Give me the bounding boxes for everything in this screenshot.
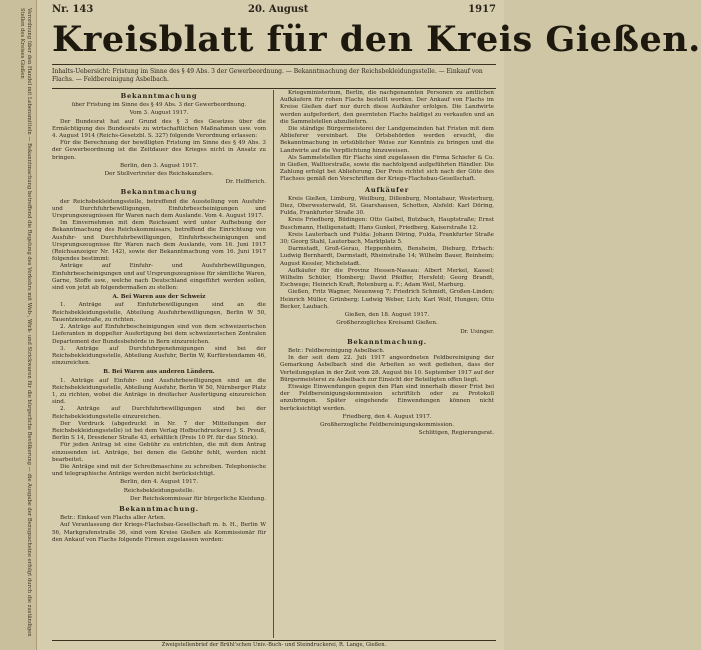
text-block: Schlittgen, Regierungsrat. [418,430,494,437]
issue-line [52,4,496,18]
text-block: Betr.: Einkauf von Flachs aller Arten. [60,515,166,522]
toc-rule [52,88,496,89]
text-block: Großherzogliches Kreisamt Gießen. [336,320,438,327]
section-heading: Bekanntmachung. [119,504,199,513]
text-block: Dr. Usinger. [460,328,494,335]
text-block: 2. Anträge auf Durchfuhrbewilligungen sind bei der Reichsbekleidungsstelle einzureichen. [52,406,266,420]
subheading: B. Bei Waren aus anderen Ländern. [103,369,215,376]
text-block: Etwaige Einwendungen gegen den Plan sind innerhalb dieser Frist bei der Feldbereinigungskommission schriftlich oder zu Protokoll anzubringen. Später eingehende Einwendungen können nicht berücksichtigt werden. [280,383,494,412]
text-block: Der Stellvertreter des Reichskanzlers. [104,171,214,178]
text-block: Auf Veranlassung der Kriegs-Flachsbau-Gesellschaft m. b. H., Berlin W 56, Markgrafenstraße 36, sind vom Kreise Gießen als Kommissionär für den Ankauf von Flachs folgende Firmen zugelassen worden: [52,522,266,543]
table-of-contents: Inhalts-Uebersicht: Fristung im Sinne des § 49 Abs. 3 der Gewerbeordnung. — Bekanntmachung der Reichsbekleidungsstelle. — Einkauf von Flachs. — Feldbereinigung Asbelbach. [52,68,483,83]
section-heading: Bekanntmachung. [347,337,427,346]
text-block: 1. Anträge auf Einfuhr- und Ausfuhrbewilligungen sind an die Reichsbekleidungsstelle, Abteilung Ausfuhr, Berlin W 50, Nürnberger Platz 1, zu richten, wobei die Anträge in dreifacher Ausfertigung einzureichen sind. [52,377,266,406]
text-block: Für die Berechnung der bewilligten Fristung im Sinne des § 49 Abs. 3 der Gewerbeordnung ist die Zeitdauer des Krieges nicht in Ansatz zu bringen. [52,140,266,161]
text-block: Berlin, den 4. August 1917. [120,479,198,486]
subheading: A. Bei Waren aus der Schweiz [112,294,206,301]
text-block: Betr.: Feldbereinigung Asbelbach. [288,347,385,354]
text-block: Der Vordruck (abgedruckt in Nr. 7 der Mitteilungen der Reichsbekleidungsstelle) ist bei dem Verlag Hofbuchdruckerei J. S. Preuß, Berlin S 14, Dresdener Straße 43, erhältlich (Preis 10 Pf. für das Stück). [52,420,266,442]
text-block: Die Anträge sind mit der Schreibmaschine zu schreiben. Telephonische und telegraphische Anträge werden nicht berücksichtigt. [52,463,266,478]
left-column [52,90,266,638]
masthead-title: Kreisblatt für den Kreis Gießen. [52,19,701,60]
text-block: Darmstadt, Groß-Gerau, Heppenheim, Bensheim, Dieburg, Erbach: Ludwig Bernhardt, Darmstadt, Rheinstraße 14; Wilhelm Bauer, Reinheim; August Kessler, Michelstadt. [280,246,494,267]
page-content [44,4,701,648]
text-block: Die ständige Bürgermeisterei der Landgemeinden hat Fristen mit dem Ablieferer vereinbart. Die Ortsbehörden werden ersucht, die Bekanntmachung in ortsüblicher Weise zur Kenntnis zu bringen und die Landwirte auf die Verpflichtung hinzuweisen. [280,126,494,154]
text-block: Kreis Gießen, Limburg, Weilburg, Dillenburg, Montabaur, Westerburg, Diez, Oberwesterwald, St. Goarshausen, Schotten, Alsfeld: Karl Döring, Fulda, Frankfurter Straße 30. [280,195,494,217]
text-block: der Reichsbekleidungsstelle, betreffend die Ausstellung von Ausfuhr- und Durchfuhrbewilligungen, Einfuhrbescheinigungen und Ursprungszeugnissen für Waren nach dem Auslande. Vom 4. August 1917. [52,198,266,220]
issue-year: 1917 [468,4,496,15]
issue-number: Nr. 143 [52,4,94,15]
text-block: über Fristung im Sinne des § 49 Abs. 3 der Gewerbeordnung. [71,102,247,109]
text-block: 1. Anträge auf Einfuhrbewilligungen sind an die Reichsbekleidungsstelle, Abteilung Ausfuhrbewilligungen, Berlin W 50, Tauentzienstraße, zu richten. [52,302,266,323]
text-block: Der Bundesrat hat auf Grund des § 3 des Gesetzes über die Ermächtigung des Bundesrats zu wirtschaftlichen Maßnahmen usw. vom 4. August 1914 (Reichs-Gesetzbl. S. 327) folgende Verordnung erlassen: [52,118,266,140]
printer-footer: Zweigstellenbrief der Brühl'schen Univ.-Buch- und Steindruckerei, R. Lange, Gießen. [52,640,496,648]
text-block: Für jeden Antrag ist eine Gebühr zu entrichten, die mit dem Antrag einzusenden ist. Anträge, bei denen die Gebühr fehlt, werden nicht bearbeitet. [52,442,266,463]
right-column [280,90,494,638]
text-block: Kriegsministerium, Berlin, die nachgenannten Personen zu amtlichen Aufkäufern für rohen Flachs bestellt worden. Der Ankauf von Flachs im Kreise Gießen darf nur durch diese Aufkäufer erfolgen. Die Landwirte werden aufgefordert, den geernteten Flachs baldigst zu verkaufen und an die Sammelstellen abzuliefern. [280,90,494,125]
text-block: Großherzogliche Feldbereinigungskommission. [319,421,455,428]
text-block: Gießen, Fritz Wagner, Neuenweg 7; Friedrich Schmidt, Großen-Linden; Heinrich Müller, Grünberg; Ludwig Weber, Lich; Karl Wolf, Hungen; Otto Becker, Laubach. [280,289,494,310]
text-block: Berlin, den 3. August 1917. [120,162,198,169]
issue-date: 20. August [248,4,309,15]
text-block: 2. Anträge auf Einfuhrbescheinigungen sind von dem schweizerischen Lieferanten in doppelter Ausfertigung bei dem schweizerischen Zentralen Departement der Bundesbehörde in Bern einzureichen. [52,324,266,345]
text-block: Kreis Friedberg, Büdingen: Otto Gaibel, Butzbach, Hauptstraße; Ernst Buschmann, Heiligenstadt; Hans Gunkel, Friedberg, Kaiserstraße 12. [280,217,494,231]
text-block: Der Reichskommissar für bürgerliche Kleidung. [129,495,266,502]
text-block: Kreis Lauterbach und Fulda: Johann Döring, Fulda, Frankfurter Straße 30; Georg Stahl, Lauterbach, Marktplatz 5. [280,231,494,246]
text-block: Friedberg, den 4. August 1917. [342,413,432,420]
text-block: Aufkäufer für die Provinz Hessen-Nassau: Albert Merkel, Kassel; Wilhelm Schüler, Homberg; David Pfeiffer, Hersfeld; Georg Brandt, Eschwege; Heinrich Kraft, Rotenburg a. F.; Adam Weil, Marburg. [280,267,494,289]
text-block: Reichsbekleidungsstelle. [123,487,195,494]
column-divider [273,90,274,638]
side-margin [0,0,37,650]
section-heading: Aufkäufer [364,185,410,194]
text-block: 3. Anträge auf Durchfuhrgenehmigungen sind bei der Reichsbekleidungsstelle, Abteilung Ausfuhr, Berlin W, Kurfürstendamm 46, einzureichen. [52,345,266,367]
text-block: In der seit dem 22. Juli 1917 angeordneten Feldbereinigung der Gemarkung Asbelbach sind die Arbeiten so weit gediehen, dass der Verteilungsplan in der Zeit vom 28. August bis 10. September 1917 auf der Bürgermeisterei zu Asbelbach zur Einsicht der Beteiligten offen liegt. [280,355,494,383]
text-block: Dr. Helfferich. [225,179,266,186]
side-margin-text: Verordnung über den Handel mit Lebensmitteln — Bekanntmachung betreffend die Regelung des Verkehrs mit Web-, Wirk- und Strickwaren für die bürgerliche Bevölkerung — die Ausgabe der Bezugsscheine erfolgt durch die zuständigen Stellen des Kreises Gießen [19,8,32,637]
text-block: Als Sammelstellen für Flachs sind zugelassen die Firma Schiefer & Co. in Gießen, Walltorstraße, sowie die nachfolgend aufgeführten Händler. Die Zahlung erfolgt bei Ablieferung. Der Preis richtet sich nach der Güte des Flachses gemäß den Vorschriften der Kriegs-Flachsbau-Gesellschaft. [280,154,494,183]
masthead-rule [52,64,496,65]
text-block: Gießen, den 18. August 1917. [344,312,430,319]
section-heading: Bekanntmachung [120,188,198,197]
text-block: Vom 3. August 1917. [129,110,189,117]
text-block: Im Einvernehmen mit dem Reichsamt wird unter Aufhebung der Bekanntmachung des Reichskommissars, betreffend die Einrichtung von Ausfuhr- und Durchfuhrbewilligungen, Einfuhrbescheinigungen und Ursprungszeugnisse für Waren nach dem Auslande, vom 16. Juni 1917 (Reichsanzeiger Nr. 142), sowie der Bekanntmachung vom 16. Juni 1917 folgendes bestimmt: [52,220,266,263]
section-heading: Bekanntmachung [120,92,198,100]
text-block: Anträge auf Einfuhr- und Ausfuhrbewilligungen, Einfuhrbescheinigungen und auf Ursprungszeugnisse für sämtliche Waren, Garne, Stoffe usw., welche nach Deutschland eingeführt werden sollen, sind von jetzt ab folgendermaßen zu stellen: [52,263,266,292]
